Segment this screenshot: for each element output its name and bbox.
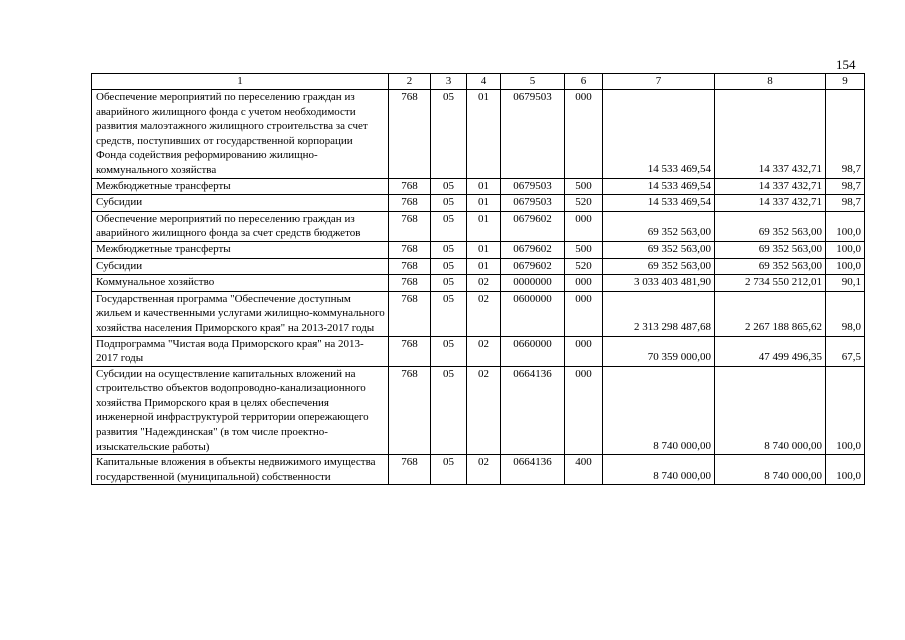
budget-table <box>91 73 865 485</box>
table-row <box>92 90 865 179</box>
row-code-subsection: 02 <box>467 366 501 455</box>
row-name: Капитальные вложения в объекты недвижимого имущества государственной (муниципальной) собственности <box>92 455 389 485</box>
row-name: Субсидии <box>92 258 389 275</box>
row-percent: 100,0 <box>826 366 865 455</box>
table-row <box>92 258 865 275</box>
row-amount-plan: 69 352 563,00 <box>603 211 715 241</box>
row-code-subsection: 01 <box>467 195 501 212</box>
row-code-target: 0679503 <box>501 178 565 195</box>
row-code-section: 05 <box>431 275 467 292</box>
row-code-target: 0664136 <box>501 455 565 485</box>
row-code-section: 05 <box>431 241 467 258</box>
row-code-type: 000 <box>565 275 603 292</box>
row-code-section: 05 <box>431 90 467 179</box>
row-code-target: 0000000 <box>501 275 565 292</box>
row-code-type: 400 <box>565 455 603 485</box>
row-percent: 100,0 <box>826 241 865 258</box>
page-number: 154 <box>836 57 856 72</box>
row-code-admin: 768 <box>389 90 431 179</box>
row-amount-actual: 69 352 563,00 <box>715 211 826 241</box>
row-code-type: 000 <box>565 211 603 241</box>
row-code-type: 000 <box>565 366 603 455</box>
table-row <box>92 195 865 212</box>
header-cell: 1 <box>92 74 389 90</box>
row-code-section: 05 <box>431 336 467 366</box>
header-cell: 2 <box>389 74 431 90</box>
row-name: Межбюджетные трансферты <box>92 178 389 195</box>
table-row <box>92 336 865 366</box>
row-code-target: 0664136 <box>501 366 565 455</box>
row-amount-plan: 2 313 298 487,68 <box>603 291 715 336</box>
row-amount-actual: 2 734 550 212,01 <box>715 275 826 292</box>
header-row <box>92 74 865 90</box>
row-amount-plan: 70 359 000,00 <box>603 336 715 366</box>
row-code-target: 0679503 <box>501 195 565 212</box>
table-row <box>92 455 865 485</box>
header-cell: 8 <box>715 74 826 90</box>
row-code-section: 05 <box>431 211 467 241</box>
row-percent: 100,0 <box>826 211 865 241</box>
row-amount-plan: 14 533 469,54 <box>603 90 715 179</box>
row-code-admin: 768 <box>389 195 431 212</box>
row-code-admin: 768 <box>389 336 431 366</box>
header-cell: 6 <box>565 74 603 90</box>
row-code-subsection: 01 <box>467 178 501 195</box>
table-row <box>92 366 865 455</box>
row-code-target: 0679602 <box>501 211 565 241</box>
row-amount-actual: 69 352 563,00 <box>715 241 826 258</box>
row-code-section: 05 <box>431 366 467 455</box>
header-cell: 4 <box>467 74 501 90</box>
row-amount-plan: 14 533 469,54 <box>603 195 715 212</box>
row-amount-actual: 47 499 496,35 <box>715 336 826 366</box>
row-amount-plan: 69 352 563,00 <box>603 241 715 258</box>
row-amount-plan: 3 033 403 481,90 <box>603 275 715 292</box>
row-code-target: 0679602 <box>501 258 565 275</box>
table-row <box>92 291 865 336</box>
row-code-type: 520 <box>565 195 603 212</box>
row-percent: 98,7 <box>826 178 865 195</box>
table-row <box>92 241 865 258</box>
row-code-target: 0600000 <box>501 291 565 336</box>
row-amount-actual: 2 267 188 865,62 <box>715 291 826 336</box>
row-percent: 100,0 <box>826 258 865 275</box>
row-name: Межбюджетные трансферты <box>92 241 389 258</box>
header-cell: 3 <box>431 74 467 90</box>
row-name: Субсидии <box>92 195 389 212</box>
header-cell: 5 <box>501 74 565 90</box>
row-code-subsection: 01 <box>467 211 501 241</box>
row-code-admin: 768 <box>389 241 431 258</box>
row-code-type: 520 <box>565 258 603 275</box>
row-name: Обеспечение мероприятий по переселению граждан из аварийного жилищного фонда с учетом необходимости развития малоэтажного жилищного строительства за счет средств, поступивших от государственной корпорации Фонда содействия реформированию жилищно-коммунального хозяйства <box>92 90 389 179</box>
row-percent: 98,7 <box>826 90 865 179</box>
row-code-target: 0679503 <box>501 90 565 179</box>
table-row <box>92 211 865 241</box>
table-body <box>92 90 865 485</box>
row-code-section: 05 <box>431 195 467 212</box>
row-code-section: 05 <box>431 258 467 275</box>
row-code-admin: 768 <box>389 211 431 241</box>
row-amount-plan: 8 740 000,00 <box>603 366 715 455</box>
header-cell: 7 <box>603 74 715 90</box>
row-code-subsection: 01 <box>467 258 501 275</box>
row-name: Обеспечение мероприятий по переселению граждан из аварийного жилищного фонда за счет средств бюджетов <box>92 211 389 241</box>
row-name: Субсидии на осуществление капитальных вложений на строительство объектов водопроводно-канализационного хозяйства Приморского края в целях обеспечения инженерной инфраструктурой территории опережающего развития "Надеждинская" (в том числе проектно-изыскательские работы) <box>92 366 389 455</box>
row-amount-plan: 69 352 563,00 <box>603 258 715 275</box>
table-row <box>92 178 865 195</box>
row-amount-actual: 14 337 432,71 <box>715 90 826 179</box>
row-code-subsection: 02 <box>467 275 501 292</box>
row-percent: 67,5 <box>826 336 865 366</box>
row-code-admin: 768 <box>389 178 431 195</box>
row-code-admin: 768 <box>389 258 431 275</box>
row-percent: 98,0 <box>826 291 865 336</box>
row-code-subsection: 01 <box>467 90 501 179</box>
row-code-admin: 768 <box>389 291 431 336</box>
row-code-admin: 768 <box>389 275 431 292</box>
row-code-subsection: 01 <box>467 241 501 258</box>
row-amount-actual: 14 337 432,71 <box>715 178 826 195</box>
row-code-section: 05 <box>431 455 467 485</box>
row-code-type: 500 <box>565 178 603 195</box>
row-percent: 90,1 <box>826 275 865 292</box>
row-code-subsection: 02 <box>467 455 501 485</box>
row-percent: 100,0 <box>826 455 865 485</box>
row-percent: 98,7 <box>826 195 865 212</box>
row-code-target: 0660000 <box>501 336 565 366</box>
table-row <box>92 275 865 292</box>
row-code-admin: 768 <box>389 366 431 455</box>
row-code-subsection: 02 <box>467 336 501 366</box>
row-code-admin: 768 <box>389 455 431 485</box>
header-cell: 9 <box>826 74 865 90</box>
row-code-type: 000 <box>565 291 603 336</box>
row-name: Коммунальное хозяйство <box>92 275 389 292</box>
row-code-section: 05 <box>431 291 467 336</box>
row-name: Подпрограмма "Чистая вода Приморского края" на 2013-2017 годы <box>92 336 389 366</box>
row-code-type: 000 <box>565 90 603 179</box>
row-amount-actual: 14 337 432,71 <box>715 195 826 212</box>
row-code-type: 000 <box>565 336 603 366</box>
row-amount-actual: 8 740 000,00 <box>715 366 826 455</box>
row-name: Государственная программа "Обеспечение доступным жильем и качественными услугами жилищно-коммунального хозяйства населения Приморского края" на 2013-2017 годы <box>92 291 389 336</box>
row-code-type: 500 <box>565 241 603 258</box>
row-code-subsection: 02 <box>467 291 501 336</box>
row-amount-actual: 69 352 563,00 <box>715 258 826 275</box>
row-amount-plan: 8 740 000,00 <box>603 455 715 485</box>
row-amount-plan: 14 533 469,54 <box>603 178 715 195</box>
row-code-target: 0679602 <box>501 241 565 258</box>
row-amount-actual: 8 740 000,00 <box>715 455 826 485</box>
row-code-section: 05 <box>431 178 467 195</box>
